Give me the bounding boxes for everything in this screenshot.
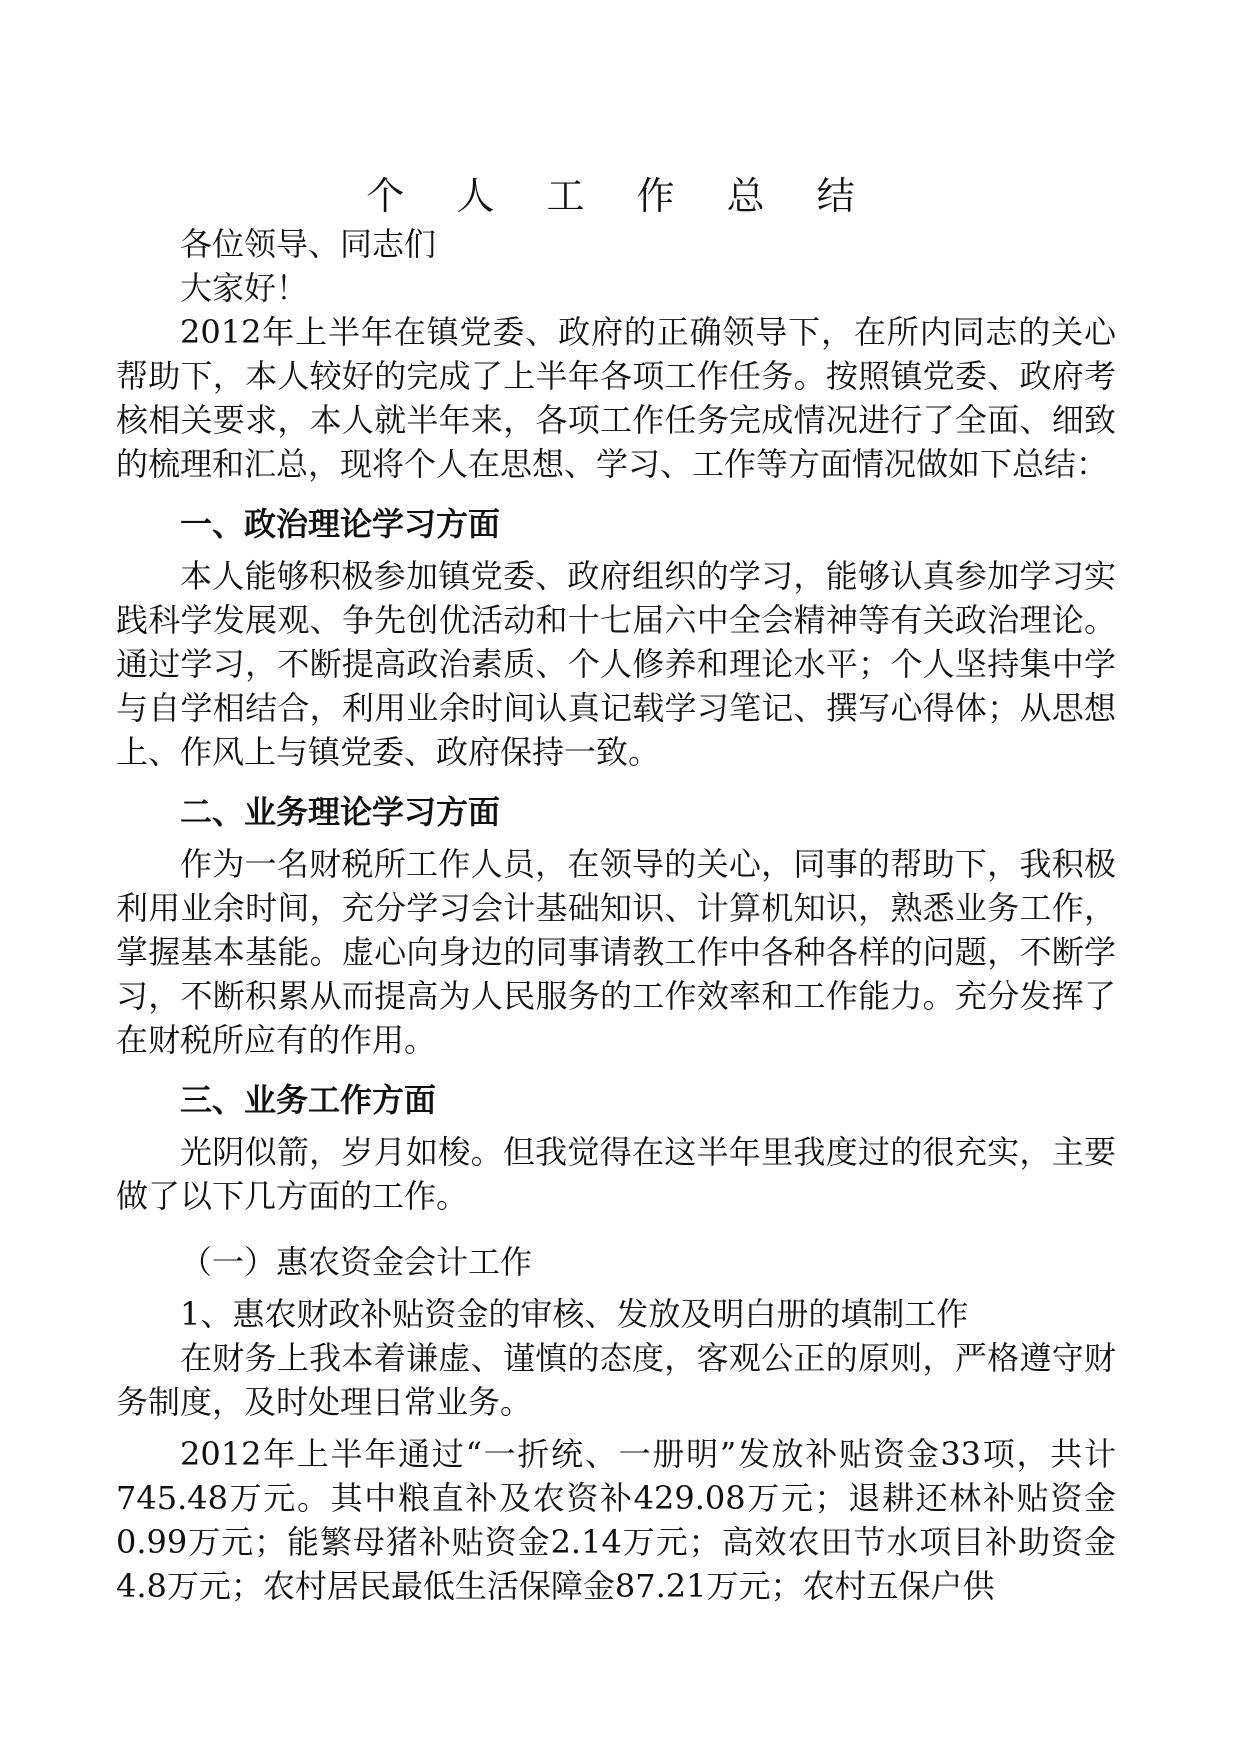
document-body <box>116 222 1116 1608</box>
item-1-title: 1、惠农财政补贴资金的审核、发放及明白册的填制工作 <box>180 1295 969 1333</box>
section-paragraph-politics: 本人能够积极参加镇党委、政府组织的学习，能够认真参加学习实践科学发展观、争先创优活动和十七届六中全会精神等有关政治理论。通过学习，不断提高政治素质、个人修养和理论水平；个人坚持集中学与自学相结合，利用业余时间认真记载学习笔记、撰写心得体；从思想上、作风上与镇党委、政府保持一致。 <box>116 557 1116 771</box>
section-heading-business-theory: 二、业务理论学习方面 <box>180 793 501 831</box>
intro-paragraph: 2012年上半年在镇党委、政府的正确领导下，在所内同志的关心帮助下，本人较好的完成了上半年各项工作任务。按照镇党委、政府考核相关要求，本人就半年来，各项工作任务完成情况进行了全面、细致的梳理和汇总，现将个人在思想、学习、工作等方面情况做如下总结： <box>116 313 1116 483</box>
item-1-paragraph: 在财务上我本着谦虚、谨慎的态度，客观公正的原则，严格遵守财务制度，及时处理日常业务。 <box>116 1339 1116 1421</box>
document-title: 个 人 工 作 总 结 <box>366 174 875 218</box>
section-heading-politics: 一、政治理论学习方面 <box>180 505 501 543</box>
section-heading-business-work: 三、业务工作方面 <box>180 1081 437 1119</box>
subheading-subsidy-accounting: （一）惠农资金会计工作 <box>180 1243 533 1281</box>
subsidy-figures-paragraph: 2012年上半年通过“一折统、一册明”发放补贴资金33项，共计745.48万元。其中粮直补及农资补429.08万元；退耕还林补贴资金0.99万元；能繁母猪补贴资金2.14万元；高效农田节水项目补助资金4.8万元；农村居民最低生活保障金87.21万元；农村五保户供 <box>116 1435 1116 1605</box>
salutation: 各位领导、同志们 <box>180 225 437 263</box>
section-paragraph-business-work: 光阴似箭，岁月如梭。但我觉得在这半年里我度过的很充实，主要做了以下几方面的工作。 <box>116 1133 1116 1215</box>
section-paragraph-business-theory: 作为一名财税所工作人员，在领导的关心，同事的帮助下，我积极利用业余时间，充分学习会计基础知识、计算机知识，熟悉业务工作，掌握基本基能。虚心向身边的同事请教工作中各种各样的问题，不断学习，不断积累从而提高为人民服务的工作效率和工作能力。充分发挥了在财税所应有的作用。 <box>116 845 1116 1059</box>
greeting: 大家好！ <box>180 269 309 307</box>
